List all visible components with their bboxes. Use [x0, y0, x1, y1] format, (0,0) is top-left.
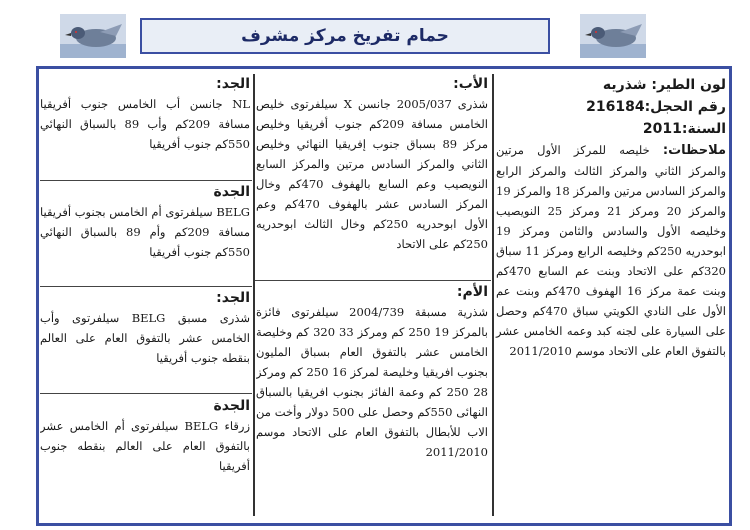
section-divider	[40, 393, 252, 394]
maternal-grandmother-title: الجدة	[213, 398, 250, 414]
paternal-grandmother-title: الجدة	[213, 184, 250, 200]
maternal-grandmother-text: زرقاء BELG سيلفرتوى أم الخامس عشر بالتفوق العام على العالم بنقطه جنوب أفريقيا	[40, 419, 250, 473]
paternal-grandmother-section	[40, 182, 250, 284]
bird-year: السنة:2011	[642, 121, 726, 137]
maternal-grandmother-section	[40, 396, 250, 516]
bird-details	[496, 74, 726, 516]
maternal-grandfather-title: الجد:	[216, 290, 250, 306]
maternal-grandfather-text: شذرى مسبق BELG سيلفرتوى وأب الخامس عشر بالتفوق العام على العالم بنقطه جنوب أفريقيا	[40, 311, 250, 365]
column-divider	[253, 74, 255, 516]
paternal-grandfather-section	[40, 74, 250, 178]
notes-title: ملاحظات:	[662, 143, 727, 158]
grandparents-column	[40, 74, 250, 516]
mother-text: شذرية مسبقة 2004/739 سيلفرتوى فائزة بالمركز 19 250 كم ومركز 33 320 كم وخليصة الخامس عشر بالتفوق العام بسباق المليون بجنوب افريقيا وخليصة لمركز 16 250 كم ومركز 28 250 كم وعمة الفائز بجنوب افريقيا بالسباق النهائى 550كم وحصل على 500 دولار وأخت من الاب للأبطال بالتفوق العام على الاتحاد موسم 2011/2010	[256, 305, 488, 459]
mother-section	[256, 282, 488, 516]
bird-notes	[496, 140, 726, 361]
section-divider	[40, 286, 252, 287]
pigeon-photo-left	[60, 14, 126, 58]
bird-color: لون الطير: شذريه	[602, 77, 726, 93]
page-title: حمام تفريخ مركز مشرف	[241, 26, 449, 46]
parents-column	[256, 74, 488, 516]
paternal-grandfather-title: الجد:	[216, 76, 250, 92]
maternal-grandfather-section	[40, 288, 250, 392]
page-header	[140, 18, 550, 54]
column-divider	[492, 74, 494, 516]
pigeon-photo-right	[580, 14, 646, 58]
section-divider	[255, 280, 491, 281]
mother-title: الأم:	[456, 284, 488, 300]
notes-text: خليصه للمركز الأول مرتين والمركز الثاني والمركز الثالث والمركز الرابع والمركز السادس مرتين والمركز 18 والمركز 19 والمركز 20 ومركز 21 ومركز 25 النويصيب وخليصه الأول والسادس والثامن ومركز 19 ابوحدريه 250كم وخليصه الرابع ومركز 11 سباق 320كم على الاتحاد وبنت عم السابع 470كم وبنت عمة مركز 16 الهفوف 470كم وبنت عم الأول على النادي الكويتي سباق 470كم وحصل على السيارة على لجنه كبد وعمه الخامس عشر بالتفوق العام على الاتحاد موسم 2011/2010	[496, 143, 726, 358]
paternal-grandfather-text: NL جانسن أب الخامس جنوب أفريقيا مسافة 209كم وأب 89 بالسباق النهائي 550كم جنوب أفريقيا	[40, 97, 250, 151]
father-text: شذرى 2005/037 جانسن X سيلفرتوى خليص الخامس مسافة 209كم جنوب أفريقيا وخليص مركز 89 بسباق جنوب إفريقيا النهائي وخليص الثاني والمركز السادس مرتين والمركز السابع النويصيب وعم السابع بالهفوف 470كم وخال المركز السادس عشر بالهفوف 470كم وعم الأول ابوحدريه 250كم وخال الثالث ابوحدريه 250كم على الاتحاد	[256, 97, 488, 251]
father-section	[256, 74, 488, 274]
father-title: الأب:	[453, 76, 488, 92]
section-divider	[40, 180, 252, 181]
ring-number: رقم الحجل:216184	[586, 99, 726, 115]
paternal-grandmother-text: BELG سيلفرتوى أم الخامس بجنوب أفريقيا مسافة 209كم وأم 89 بالسباق النهائي 550كم جنوب أفريقيا	[40, 205, 250, 259]
